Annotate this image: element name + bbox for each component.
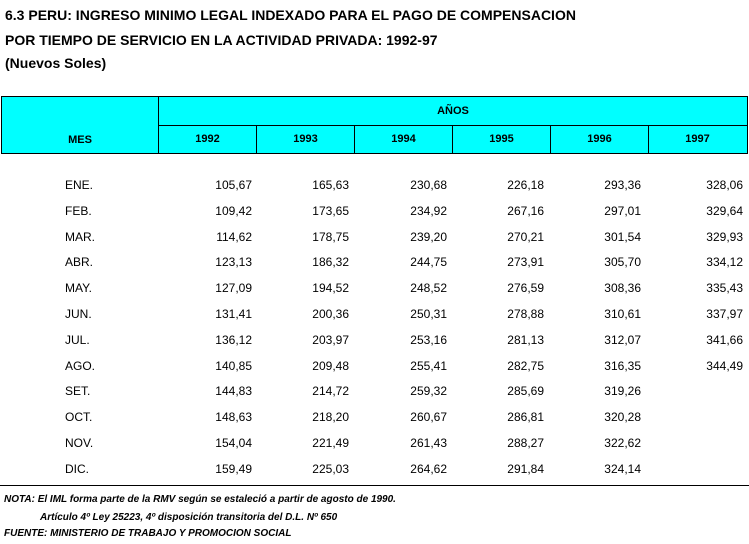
table-row	[0, 332, 749, 358]
value-cell: 131,41	[215, 307, 252, 321]
value-cell: 329,64	[706, 203, 743, 218]
value-cell: 267,16	[507, 203, 544, 218]
value-cell: 140,85	[215, 358, 252, 373]
value-cell: 328,06	[706, 178, 743, 192]
value-cell: 218,20	[312, 410, 349, 425]
value-cell: 194,52	[312, 281, 349, 296]
value-cell: 109,42	[215, 203, 252, 218]
header-year: 1997	[685, 133, 710, 145]
value-cell: 173,65	[312, 203, 349, 218]
value-cell: 312,07	[604, 332, 641, 347]
header-year: 1996	[551, 126, 649, 153]
value-cell: 334,12	[706, 255, 743, 270]
table-row	[0, 203, 749, 229]
page-subtitle: POR TIEMPO DE SERVICIO EN LA ACTIVIDAD PRIVADA: 1992-97	[5, 32, 438, 48]
table-row	[0, 306, 749, 332]
note-text: NOTA: El IML forma parte de la RMV según se estaleció a partir de agosto de 1990.	[4, 494, 396, 505]
value-cell: 291,84	[507, 461, 544, 476]
value-cell: 248,52	[410, 281, 447, 296]
value-cell: 322,62	[604, 436, 641, 450]
value-cell: 260,67	[410, 410, 447, 425]
value-cell: 255,41	[410, 358, 447, 373]
header-mes-cell	[2, 97, 159, 153]
value-cell: 335,43	[706, 281, 743, 296]
header-year: 1995	[453, 126, 551, 153]
month-cell: MAR.	[65, 229, 95, 244]
month-cell: FEB.	[65, 203, 92, 218]
month-cell: JUN.	[65, 307, 92, 321]
value-cell: 308,36	[604, 281, 641, 296]
table-row	[0, 280, 749, 306]
value-cell: 341,66	[706, 332, 743, 347]
value-cell: 200,36	[312, 307, 349, 321]
value-cell: 310,61	[604, 307, 641, 321]
value-cell: 123,13	[215, 255, 252, 270]
source-text: FUENTE: MINISTERIO DE TRABAJO Y PROMOCION SOCIAL	[4, 528, 292, 539]
value-cell: 273,91	[507, 255, 544, 270]
value-cell: 165,63	[312, 178, 349, 192]
table-row	[0, 358, 749, 384]
table-row	[0, 229, 749, 255]
table-row	[0, 435, 749, 461]
value-cell: 159,49	[215, 461, 252, 476]
month-cell: SET.	[65, 384, 91, 399]
header-mes-label: MES	[68, 134, 92, 146]
month-cell: JUL.	[65, 332, 90, 347]
note-article: Artículo 4º Ley 25223, 4º disposición transitoria del D.L. Nº 650	[40, 512, 338, 523]
table-row	[0, 383, 749, 409]
value-cell: 253,16	[410, 332, 447, 347]
month-cell: DIC.	[65, 461, 89, 476]
value-cell: 319,26	[604, 384, 641, 399]
value-cell: 276,59	[507, 281, 544, 296]
header-year: 1993	[257, 126, 355, 153]
value-cell: 154,04	[215, 436, 252, 450]
table-header	[1, 96, 748, 154]
value-cell: 344,49	[706, 358, 743, 373]
value-cell: 270,21	[507, 229, 544, 244]
value-cell: 293,36	[604, 178, 641, 192]
value-cell: 305,70	[604, 255, 641, 270]
value-cell: 127,09	[215, 281, 252, 296]
table-row	[0, 177, 749, 203]
value-cell: 282,75	[507, 358, 544, 373]
value-cell: 214,72	[312, 384, 349, 399]
value-cell: 337,97	[706, 307, 743, 321]
value-cell: 324,14	[604, 461, 641, 476]
month-cell: MAY.	[65, 281, 92, 296]
value-cell: 148,63	[215, 410, 252, 425]
month-cell: OCT.	[65, 410, 93, 425]
value-cell: 186,32	[312, 255, 349, 270]
header-anos-label: AÑOS	[159, 97, 747, 126]
value-cell: 178,75	[312, 229, 349, 244]
header-year: 1992	[159, 126, 257, 153]
value-cell: 234,92	[410, 203, 447, 218]
value-cell: 320,28	[604, 410, 641, 425]
value-cell: 297,01	[604, 203, 641, 218]
table-row	[0, 461, 749, 487]
unit-label: (Nuevos Soles)	[5, 55, 107, 71]
value-cell: 278,88	[507, 307, 544, 321]
value-cell: 316,35	[604, 358, 641, 373]
table-row	[0, 254, 749, 280]
month-cell: ENE.	[65, 178, 94, 192]
value-cell: 250,31	[410, 307, 447, 321]
month-cell: AGO.	[65, 358, 96, 373]
value-cell: 225,03	[312, 461, 349, 476]
table-bottom-rule	[0, 485, 749, 486]
value-cell: 244,75	[410, 255, 447, 270]
value-cell: 288,27	[507, 436, 544, 450]
value-cell: 144,83	[215, 384, 252, 399]
month-cell: NOV.	[65, 436, 94, 450]
value-cell: 261,43	[410, 436, 447, 450]
header-year: 1994	[355, 126, 453, 153]
table-row	[0, 409, 749, 435]
value-cell: 226,18	[507, 178, 544, 192]
month-cell: ABR.	[65, 255, 94, 270]
value-cell: 114,62	[216, 229, 252, 244]
value-cell: 239,20	[410, 229, 447, 244]
value-cell: 264,62	[410, 461, 447, 476]
value-cell: 286,81	[507, 410, 544, 425]
page-title: 6.3 PERU: INGRESO MINIMO LEGAL INDEXADO PARA EL PAGO DE COMPENSACION	[5, 7, 576, 23]
value-cell: 136,12	[215, 332, 252, 347]
value-cell: 221,49	[312, 436, 349, 450]
value-cell: 230,68	[410, 178, 447, 192]
value-cell: 209,48	[312, 358, 349, 373]
value-cell: 329,93	[706, 229, 743, 244]
value-cell: 301,54	[604, 229, 641, 244]
value-cell: 203,97	[312, 332, 349, 347]
value-cell: 281,13	[507, 332, 544, 347]
value-cell: 285,69	[507, 384, 544, 399]
value-cell: 259,32	[410, 384, 447, 399]
value-cell: 105,67	[215, 178, 252, 192]
